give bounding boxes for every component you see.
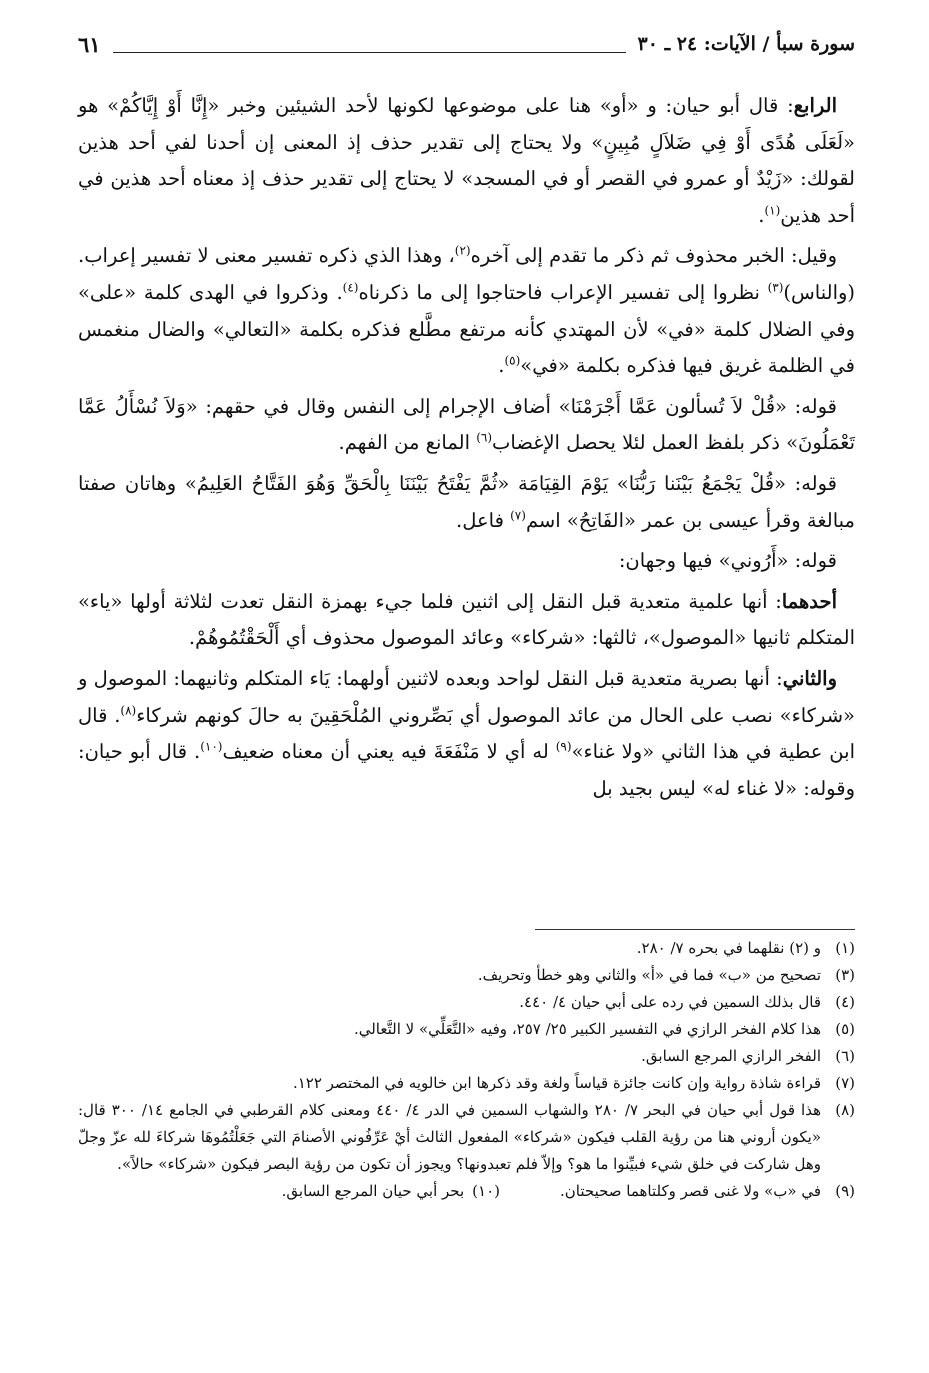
footnotes: [78, 935, 855, 1205]
lead-word: الرابع: [793, 94, 837, 117]
footnote: [78, 1043, 855, 1070]
paragraph-text: : أنها علمية متعدية قبل النقل إلى اثنين فلما جيء بهمزة النقل تعدت لثلاثة أولها «ياء» المتكلم ثانيها «الموصول»، ثالثها: «شركاء» وعائد الموصول محذوف أي أَلْحَقْتُمُوهُمْ.: [78, 589, 855, 650]
paragraph-khabar: [78, 238, 855, 384]
lead-word: والثاني: [782, 666, 837, 690]
paragraph-fourth-opinion: [78, 88, 855, 234]
footnote-number: (٦): [835, 1047, 855, 1065]
paragraph-text: المانع من الفهم.: [338, 431, 477, 455]
running-title: سورة سبأ / الآيات: ٢٤ ـ ٣٠: [637, 33, 855, 55]
footnote-text: الفخر الرازي المرجع السابق.: [641, 1047, 821, 1065]
page-number: ٦١: [78, 31, 101, 57]
paragraph-text: . قال أبو حيان: وقوله: «لا غناء له» ليس بجيد بل: [78, 740, 855, 800]
footnote-ref: (١٠): [200, 739, 223, 754]
paragraph-la-tusalun: [78, 389, 855, 462]
paragraph-text: . وذكروا في الهدى كلمة «على» وفي الضلال كلمة «في» لأن المهتدي كأنه مرتفع مطَّلع فذكره بكلمة «التعالي» والضال منغمس في الظلمة غريق فيها فذكره بكلمة «في»: [78, 280, 855, 378]
paragraph-text: .: [498, 354, 505, 378]
footnote-separator: [535, 929, 855, 930]
paragraph-first-aspect: [78, 584, 855, 657]
footnote: [78, 962, 855, 989]
footnote: [78, 989, 855, 1016]
footnote-ref: (٦): [476, 430, 493, 445]
footnote-ref: (٩): [555, 739, 572, 754]
footnote-number: (٣): [835, 966, 855, 984]
paragraph-text: له أي لا مَنْفَعَةَ فيه يعني أن معناه ضعيف: [222, 740, 556, 764]
footnote-text: قال بذلك السمين في رده على أبي حيان ٤/ ٤٤٠.: [519, 993, 821, 1011]
footnote-text: هذا قول أبي حيان في البحر ٧/ ٢٨٠ والشهاب السمين في الدر ٤/ ٤٤٠ ومعنى كلام القرطبي في الجامع ١٤/ ٣٠٠ قال: «يكون أروني هنا من رؤية القلب فيكون «شركاء» المفعول الثالث أيْ عَرِّفُوني الأصنامَ التي جَعَلْتُمُوهَا شركاءَ لله عزّ وجلّ وهل شاركت في خلق شيء فبيِّنوا ما هو؟ وإلاّ فلم تعبدونها؟ ويجوز أن تكون من رؤية البصر فيكون «شركاء» حالاً».: [78, 1101, 821, 1173]
footnote-number: (٤): [835, 993, 855, 1011]
footnote-number: (٩): [835, 1182, 855, 1200]
paragraph-text: قوله: «قُلْ لاَ تُسألون عَمَّا أَجْرَمْنَا» أضاف الإجرام إلى النفس وقال في حقهم: «وَلاَ نُسْأَلُ عَمَّا تَعْمَلُونَ» ذكر بلفظ العمل لئلا يحصل الإغضاب: [78, 394, 855, 455]
footnote: [78, 1016, 855, 1043]
footnote: [78, 935, 855, 962]
paragraph-text: قوله: «قُلْ يَجْمَعُ بَيْنَنا رَبُّنَا» يَوْمَ القِيَامَة «ثُمَّ يَفْتَحُ بَيْنَنَا بِالْحَقِّ وَهُوَ الفَتَّاحُ العَلِيمُ» وهاتان صفتا مبالغة وقرأ عيسى بن عمر «الفَاتِحُ» اسم: [78, 471, 855, 532]
footnote-text: في «ب» ولا غنى قصر وكلتاهما صحيحتان.: [560, 1182, 821, 1200]
footnote-number: (١٠): [472, 1182, 500, 1200]
footnote-number: (٧): [835, 1074, 855, 1092]
footnote-ref: (٣): [767, 280, 784, 295]
footnote: [282, 1178, 500, 1205]
paragraph-text: .: [758, 203, 765, 227]
paragraph-second-aspect: [78, 661, 855, 807]
footnote-ref: (٥): [504, 353, 521, 368]
paragraph-text: : أنها بصرية متعدية قبل النقل لواحد وبعده لاثنين أولهما: يَاء المتكلم وثانيهما: الموصول و «شركاء» نصب على الحال من عائد الموصول أي بَصِّروني المُلْحَقِينَ به حالَ كونهم شركاء: [78, 666, 855, 727]
footnote-text: قراءة شاذة رواية وإن كانت جائزة قياساً ولغة وقد ذكرها ابن خالويه في المختصر ١٢٢.: [292, 1074, 821, 1092]
footnote-ref: (١): [764, 203, 781, 218]
footnote-text: هذا كلام الفخر الرازي في التفسير الكبير ٢٥/ ٢٥٧، وفيه «التَّعَلِّي» لا التَّعالي.: [353, 1020, 821, 1038]
footnote-number: (٨): [835, 1101, 855, 1119]
paragraph-aruni: قوله: «أَرُوني» فيها وجهان:: [618, 549, 837, 573]
footnote-number: (١): [835, 939, 855, 957]
footnote: [78, 1070, 855, 1097]
paragraph-text: : قال أبو حيان: و «أو» هنا على موضوعها لكونها لأحد الشيئين وخبر «إِنَّا أَوْ إِيَّاكُمْ» هو «لَعَلَى هُدًى أَوْ فِي ضَلاَلٍ مُبِينٍ» ولا يحتاج إلى تقدير حذف إذ المعنى إن أحدنا لفي أحد هذين لقولك: «زَيْدٌ أو عمرو في القصر أو في المسجد» لا يحتاج إلى تقدير حذف إذ معناه أحد هذين في أحد هذين: [78, 94, 855, 227]
footnote-ref: (٨): [120, 703, 137, 717]
footnote-ref: (٧): [510, 508, 526, 523]
page-header: [78, 28, 855, 60]
footnote: [78, 1097, 855, 1178]
footnote: [560, 1178, 855, 1205]
paragraph-text: نظروا إلى تفسير الإعراب فاحتاجوا إلى ما ذكرناه: [358, 280, 768, 304]
paragraph-text: . قال ابن عطية في هذا الثاني «ولا غناء»: [78, 703, 855, 764]
main-text: [78, 88, 855, 811]
header-rule: [113, 52, 626, 53]
paragraph-yajmau: [78, 466, 855, 539]
paragraph-text: وقيل: الخبر محذوف ثم ذكر ما تقدم إلى آخره: [470, 244, 838, 268]
footnote-pair: [78, 1178, 855, 1205]
paragraph-text: فاعل.: [456, 508, 511, 532]
lead-word: أحدهما: [781, 589, 837, 613]
paragraph-text: ، وهذا الذي ذكره تفسير معنى لا تفسير إعراب. (والناس): [78, 244, 856, 304]
footnote-number: (٥): [835, 1020, 855, 1038]
footnote-text: تصحيح من «ب» فما في «أ» والثاني وهو خطأ وتحريف.: [477, 966, 821, 984]
footnote-text: بحر أبي حيان المرجع السابق.: [281, 1182, 465, 1200]
footnote-ref: (٤): [342, 280, 359, 295]
footnote-text: و (٢) نقلهما في بحره ٧/ ٢٨٠.: [636, 939, 821, 957]
footnote-ref: (٢): [454, 243, 471, 258]
